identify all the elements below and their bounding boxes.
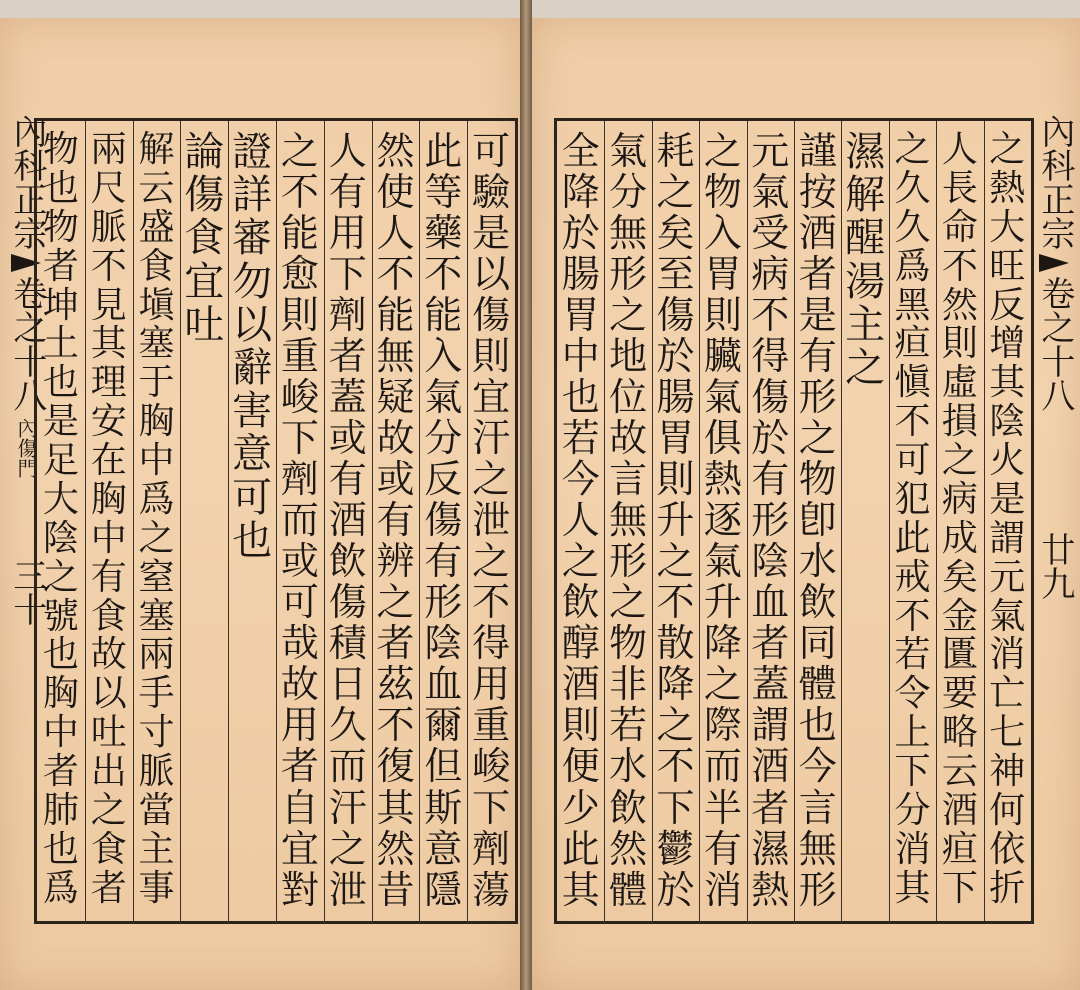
text-column: 論 傷 食 宜 吐 (184, 129, 225, 348)
column-rule (604, 121, 605, 921)
column-rule (85, 121, 86, 921)
text-frame (554, 118, 1034, 924)
column-rule (372, 121, 373, 921)
folio-number: 三十 (6, 558, 47, 626)
book-gutter (520, 0, 532, 990)
column-rule (467, 121, 468, 921)
column-rule (794, 121, 795, 921)
book-title: 內科正宗 (1034, 114, 1075, 250)
text-column: 人 長 命 不 然 則 虛 損 之 病 成 矣 金 匱 要 略 云 酒 疸 下 (941, 129, 978, 909)
column-rule (889, 121, 890, 921)
left-page (0, 18, 520, 990)
text-frame (34, 118, 518, 924)
text-column: 之 物 入 胃 則 臟 氣 俱 熱 逐 氣 升 降 之 際 而 半 有 消 (703, 129, 742, 912)
text-column: 全 降 於 腸 胃 中 也 若 今 人 之 飲 醇 酒 則 便 少 此 其 (561, 129, 600, 912)
text-column: 物 也 物 者 坤 土 也 是 足 大 陰 之 號 也 胸 中 者 肺 也 爲 (42, 129, 79, 909)
text-column: 此 等 藥 不 能 入 氣 分 反 傷 有 形 陰 血 爾 但 斯 意 隱 (424, 129, 463, 912)
text-column: 之 熱 大 旺 反 增 其 陰 火 是 謂 元 氣 消 亡 七 神 何 依 折 (989, 129, 1026, 909)
text-column: 耗 之 矣 至 傷 於 腸 胃 則 升 之 不 散 降 之 不 下 鬱 於 (656, 129, 695, 912)
column-rule (936, 121, 937, 921)
column-rule (324, 121, 325, 921)
right-margin-column (1032, 114, 1076, 600)
text-column: 之 不 能 愈 則 重 峻 下 劑 而 或 可 哉 故 用 者 自 宜 對 (280, 129, 319, 912)
column-rule (841, 121, 842, 921)
text-column: 然 使 人 不 能 無 疑 故 或 有 辨 之 者 茲 不 復 其 然 昔 (376, 129, 415, 912)
column-rule (228, 121, 229, 921)
volume-label: 卷之十八 (1034, 276, 1075, 412)
text-column: 謹 按 酒 者 是 有 形 之 物 卽 水 飲 同 體 也 今 言 無 形 (798, 129, 837, 912)
book-title: 內科正宗 (6, 114, 47, 250)
column-rule (984, 121, 985, 921)
text-column: 可 驗 是 以 傷 則 宜 汗 之 泄 之 不 得 用 重 峻 下 劑 蕩 (472, 129, 511, 912)
text-column: 證 詳 審 勿 以 辭 害 意 可 也 (232, 129, 273, 564)
right-page (532, 18, 1080, 990)
text-column: 解 云 盛 食 塡 塞 于 胸 中 爲 之 窒 塞 兩 手 寸 脈 當 主 事 (138, 129, 175, 909)
folio-number: 廿九 (1034, 532, 1075, 600)
column-rule (180, 121, 181, 921)
fish-tail-mark-icon (1039, 254, 1069, 272)
text-column: 元 氣 受 病 不 得 傷 於 有 形 陰 血 者 蓋 謂 酒 者 濕 熱 (751, 129, 790, 912)
text-column: 兩 尺 脈 不 見 其 理 安 在 胸 中 有 食 故 以 吐 出 之 食 者 (90, 129, 127, 909)
column-rule (419, 121, 420, 921)
text-column: 氣 分 無 形 之 地 位 故 言 無 形 之 物 非 若 水 飲 然 體 (609, 129, 648, 912)
text-column: 濕 解 醒 湯 主 之 (845, 129, 886, 391)
column-rule (133, 121, 134, 921)
volume-label: 卷之十八 (6, 276, 47, 412)
text-column: 之 久 久 爲 黑 疸 愼 不 可 犯 此 戒 不 若 令 上 下 分 消 其 (894, 129, 931, 909)
section-label: 內傷門 (14, 418, 38, 478)
text-column: 人 有 用 下 劑 者 蓋 或 有 酒 飲 傷 積 日 久 而 汗 之 泄 (328, 129, 367, 912)
column-rule (747, 121, 748, 921)
column-rule (276, 121, 277, 921)
column-rule (699, 121, 700, 921)
column-rule (652, 121, 653, 921)
